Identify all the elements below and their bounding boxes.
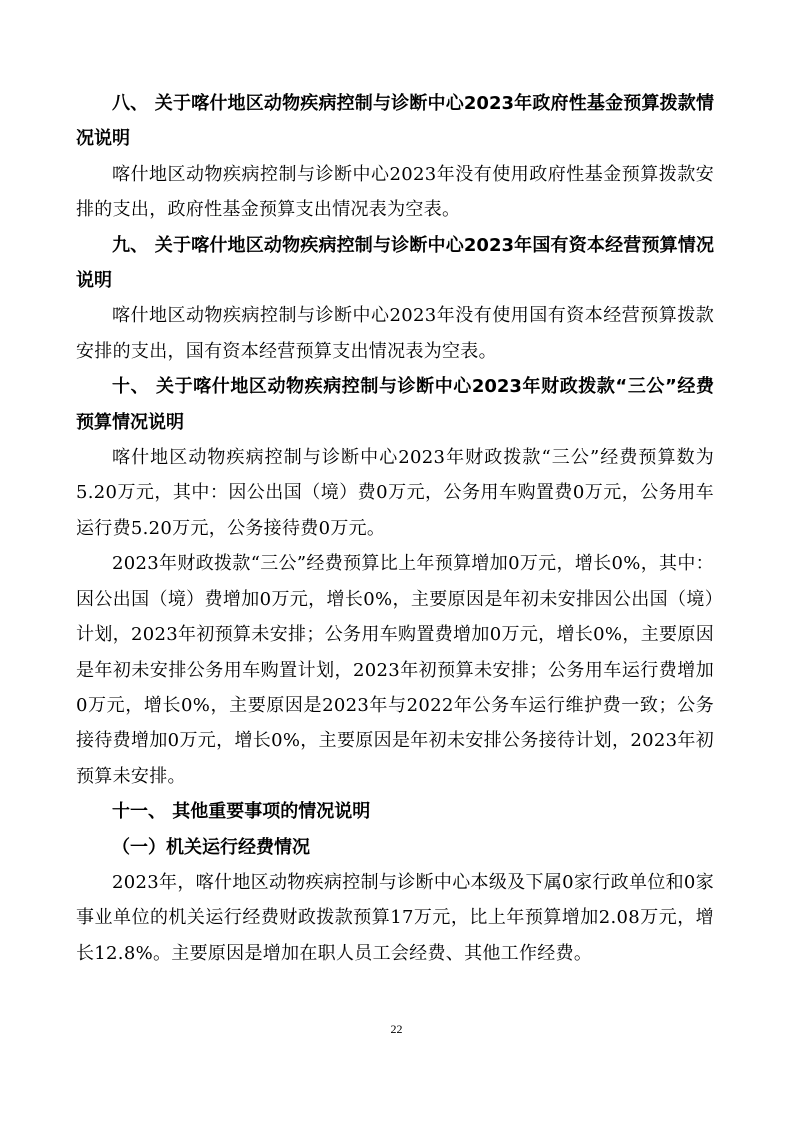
section-9-body: 喀什地区动物疾病控制与诊断中心2023年没有使用国有资本经营预算拨款安排的支出，国有资本经营预算支出情况表为空表。 <box>76 305 714 362</box>
section-10-body-1: 喀什地区动物疾病控制与诊断中心2023年财政拨款“三公”经费预算数为5.20万元，其中：因公出国（境）费0万元，公务用车购置费0万元，公务用车运行费5.20万元，公务接待费0万元。 <box>76 447 714 539</box>
section-10-body-2: 2023年财政拨款“三公”经费预算比上年预算增加0万元，增长0%，其中：因公出国（境）费增加0万元，增长0%，主要原因是年初未安排因公出国（境）计划，2023年初预算未安排；公务用车购置费增加0万元，增长0%，主要原因是年初未安排公务用车购置计划，2023年初预算未安排；公务用车运行费增加0万元，增长0%，主要原因是2023年与2022年公务车运行维护费一致；公务接待费增加0万元，增长0%，主要原因是年初未安排公务接待计划，2023年初预算未安排。 <box>76 553 714 787</box>
section-11-subheading-1: （一）机关运行经费情况 <box>112 836 310 858</box>
section-8-heading: 八、 关于喀什地区动物疾病控制与诊断中心2023年政府性基金预算拨款情况说明 <box>76 93 714 150</box>
section-9-heading: 九、 关于喀什地区动物疾病控制与诊断中心2023年国有资本经营预算情况说明 <box>76 234 714 292</box>
section-11-sub-1-body: 2023年，喀什地区动物疾病控制与诊断中心本级及下属0家行政单位和0家事业单位的机关运行经费财政拨款预算17万元，比上年预算增加2.08万元，增长12.8%。主要原因是增加在职人员工会经费、其他工作经费。 <box>76 871 714 964</box>
section-8-body: 喀什地区动物疾病控制与诊断中心2023年没有使用政府性基金预算拨款安排的支出，政府性基金预算支出情况表为空表。 <box>76 163 714 221</box>
page-content <box>76 86 714 971</box>
section-11-heading: 十一、 其他重要事项的情况说明 <box>112 801 371 823</box>
section-10-heading: 十、 关于喀什地区动物疾病控制与诊断中心2023年财政拨款“三公”经费预算情况说明 <box>76 376 714 433</box>
page-number: 22 <box>390 1022 403 1036</box>
